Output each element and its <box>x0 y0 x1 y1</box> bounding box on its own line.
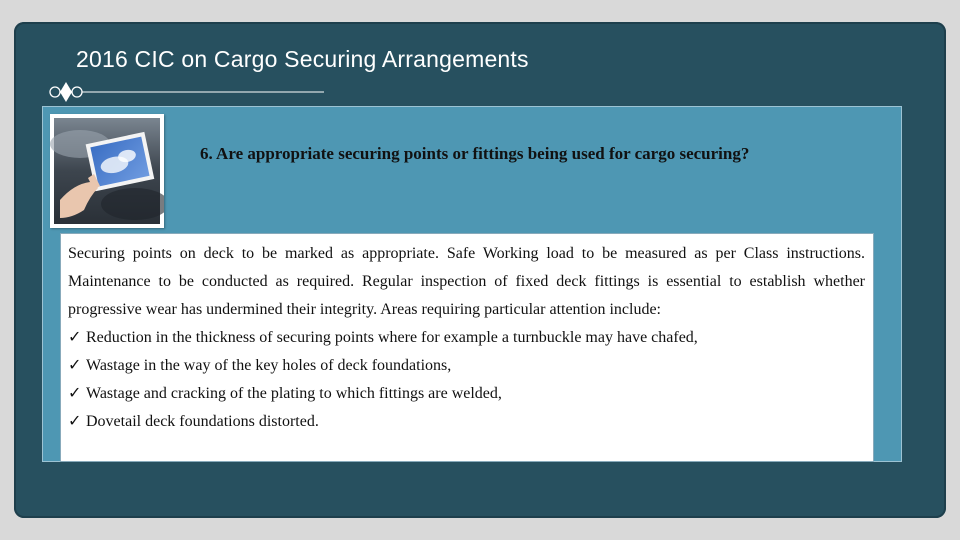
list-item <box>68 352 865 380</box>
checkmark-icon: ✓ <box>68 385 82 402</box>
question-heading: 6. Are appropriate securing points or fittings being used for cargo securing? <box>200 144 750 163</box>
list-item-text: Dovetail deck foundations distorted. <box>86 413 319 430</box>
checkmark-icon: ✓ <box>68 329 82 346</box>
checkmark-icon: ✓ <box>68 413 82 430</box>
answer-textbox <box>60 233 874 462</box>
checkmark-icon: ✓ <box>68 357 82 374</box>
list-item-text: Wastage in the way of the key holes of deck foundations, <box>86 357 452 374</box>
list-item <box>68 408 865 436</box>
body-paragraph: Securing points on deck to be marked as appropriate. Safe Working load to be measured as per Class instructions. Maintenance to be conducted as required. Regular inspection of fixed deck fittings is essential to establish whether progressive wear has undermined their integrity. Areas requiring particular attention include: <box>68 245 865 318</box>
list-item-text: Reduction in the thickness of securing points where for example a turnbuckle may have chafed, <box>86 329 698 346</box>
list-item <box>68 380 865 408</box>
list-item-text: Wastage and cracking of the plating to which fittings are welded, <box>86 385 502 402</box>
sky-photo <box>50 114 164 228</box>
title-ornament <box>46 80 326 104</box>
slide-title: 2016 CIC on Cargo Securing Arrangements <box>76 46 529 72</box>
list-item <box>68 324 865 352</box>
